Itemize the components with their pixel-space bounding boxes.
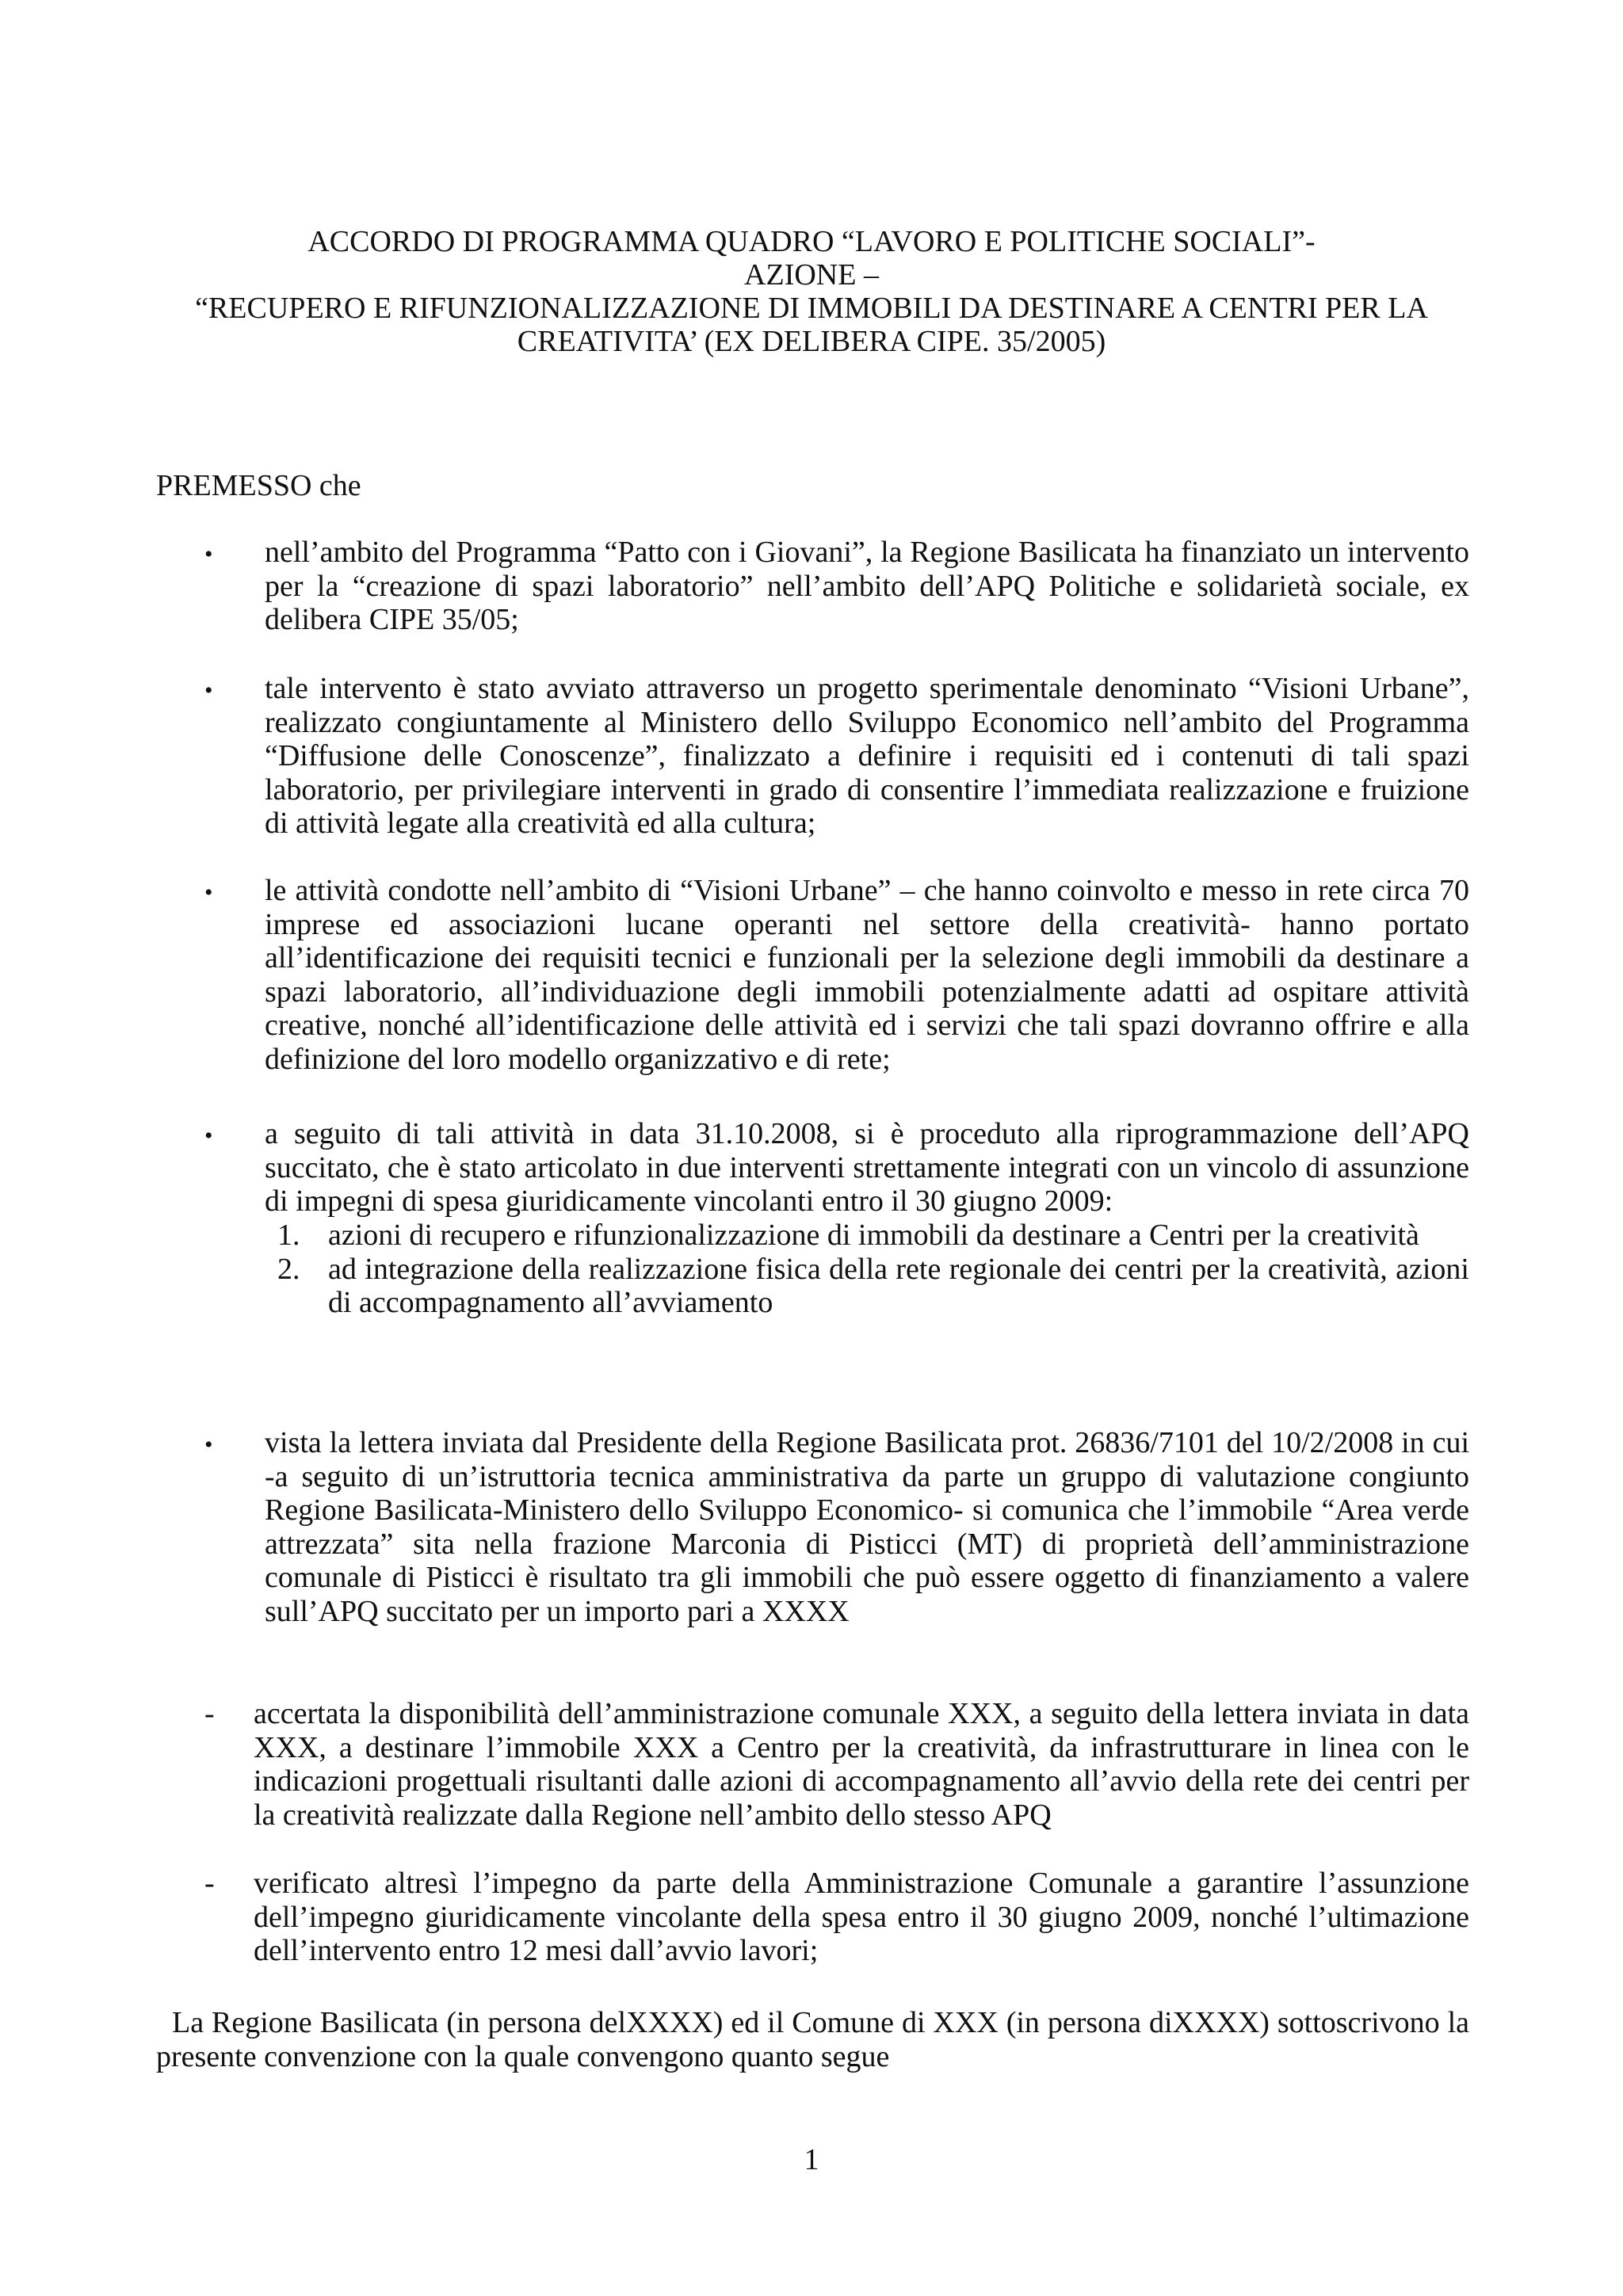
dash-text: verificato altresì l’impegno da parte della Amministrazione Comunale a garantire l’assunzione dell’impegno giuridicamente vincolante della spesa entro il 30 giugno 2009, nonché l’ultimazione dell’intervento entro 12 mesi dall’avvio lavori; xyxy=(254,1867,1469,1967)
bullet-text: vista la lettera inviata dal Presidente della Regione Basilicata prot. 26836/7101 del 10/2/2008 in cui -a seguito di un’istruttoria tecnica amministrativa da parte un gruppo di valutazione congiunto Regione Basilicata-Ministero dello Sviluppo Economico- si comunica che l’immobile “Area verde attrezzata” sita nella frazione Marconia di Pisticci (MT) di proprietà dell’amministrazione comunale di Pisticci è risultato tra gli immobili che può essere oggetto di finanziamento a valere sull’APQ succitato per un importo pari a XXXX xyxy=(265,1426,1469,1628)
numbered-marker: 2. xyxy=(277,1252,300,1286)
bullet-marker: • xyxy=(204,677,213,704)
numbered-text: ad integrazione della realizzazione fisica della rete regionale dei centri per la creatività, azioni di accompagnamento all’avviamento xyxy=(328,1252,1469,1319)
bullet-text: a seguito di tali attività in data 31.10.2008, si è proceduto alla riprogrammazione dell’APQ succitato, che è stato articolato in due interventi strettamente integrati con un vincolo di assunzione di impegni di spesa giuridicamente vincolanti entro il 30 giugno 2009: xyxy=(265,1117,1469,1218)
closing-paragraph: La Regione Basilicata (in persona delXXXX) ed il Comune di XXX (in persona diXXXX) sottoscrivono la presente convenzione con la quale convengono quanto segue xyxy=(156,2006,1469,2073)
bullet-marker: • xyxy=(204,879,213,906)
bullet-text: tale intervento è stato avviato attraverso un progetto sperimentale denominato “Visioni Urbane”, realizzato congiuntamente al Ministero dello Sviluppo Economico nell’ambito del Programma “Diffusione delle Conoscenze”, finalizzato a definire i requisiti ed i contenuti di tali spazi laboratorio, per privilegiare interventi in grado di consentire l’immediata realizzazione e fruizione di attività legate alla creatività ed alla cultura; xyxy=(265,672,1469,840)
numbered-marker: 1. xyxy=(277,1219,300,1252)
bullet-marker: • xyxy=(204,541,213,567)
title-line-4: CREATIVITA’ (EX DELIBERA CIPE. 35/2005) xyxy=(517,325,1106,358)
page-number: 1 xyxy=(804,2143,819,2176)
bullet-text: nell’ambito del Programma “Patto con i Giovani”, la Regione Basilicata ha finanziato un intervento per la “creazione di spazi laboratorio” nell’ambito dell’APQ Politiche e solidarietà sociale, ex delibera CIPE 35/05; xyxy=(265,536,1469,636)
dash-marker: - xyxy=(204,1697,215,1730)
numbered-text: azioni di recupero e rifunzionalizzazione di immobili da destinare a Centri per la creatività xyxy=(328,1219,1419,1252)
title-line-2: AZIONE – xyxy=(744,258,879,292)
document-title xyxy=(119,225,1504,358)
title-line-1: ACCORDO DI PROGRAMMA QUADRO “LAVORO E POLITICHE SOCIALI”- xyxy=(307,225,1316,258)
dash-text: accertata la disponibilità dell’amministrazione comunale XXX, a seguito della lettera inviata in data XXX, a destinare l’immobile XXX a Centro per la creatività, da infrastrutturare in linea con le indicazioni progettuali risultanti dalle azioni di accompagnamento all’avvio della rete dei centri per la creatività realizzate dalla Regione nell’ambito dello stesso APQ xyxy=(254,1697,1469,1832)
bullet-marker: • xyxy=(204,1123,213,1149)
title-line-3: “RECUPERO E RIFUNZIONALIZZAZIONE DI IMMOBILI DA DESTINARE A CENTRI PER LA xyxy=(195,292,1428,325)
premesso-heading: PREMESSO che xyxy=(156,469,361,502)
numbered-list xyxy=(277,1219,1469,1320)
numbered-item xyxy=(277,1219,1469,1253)
bullet-text: le attività condotte nell’ambito di “Visioni Urbane” – che hanno coinvolto e messo in rete circa 70 imprese ed associazioni lucane operanti nel settore della creatività- hanno portato all’identificazione dei requisiti tecnici e funzionali per la selezione degli immobili da destinare a spazi laboratorio, all’individuazione degli immobili potenzialmente adatti ad ospitare attività creative, nonché all’identificazione delle attività ed i servizi che tali spazi dovranno offrire e alla definizione del loro modello organizzativo e di rete; xyxy=(265,874,1469,1076)
bullet-marker: • xyxy=(204,1432,213,1458)
numbered-item xyxy=(277,1253,1469,1320)
dash-marker: - xyxy=(204,1867,215,1900)
